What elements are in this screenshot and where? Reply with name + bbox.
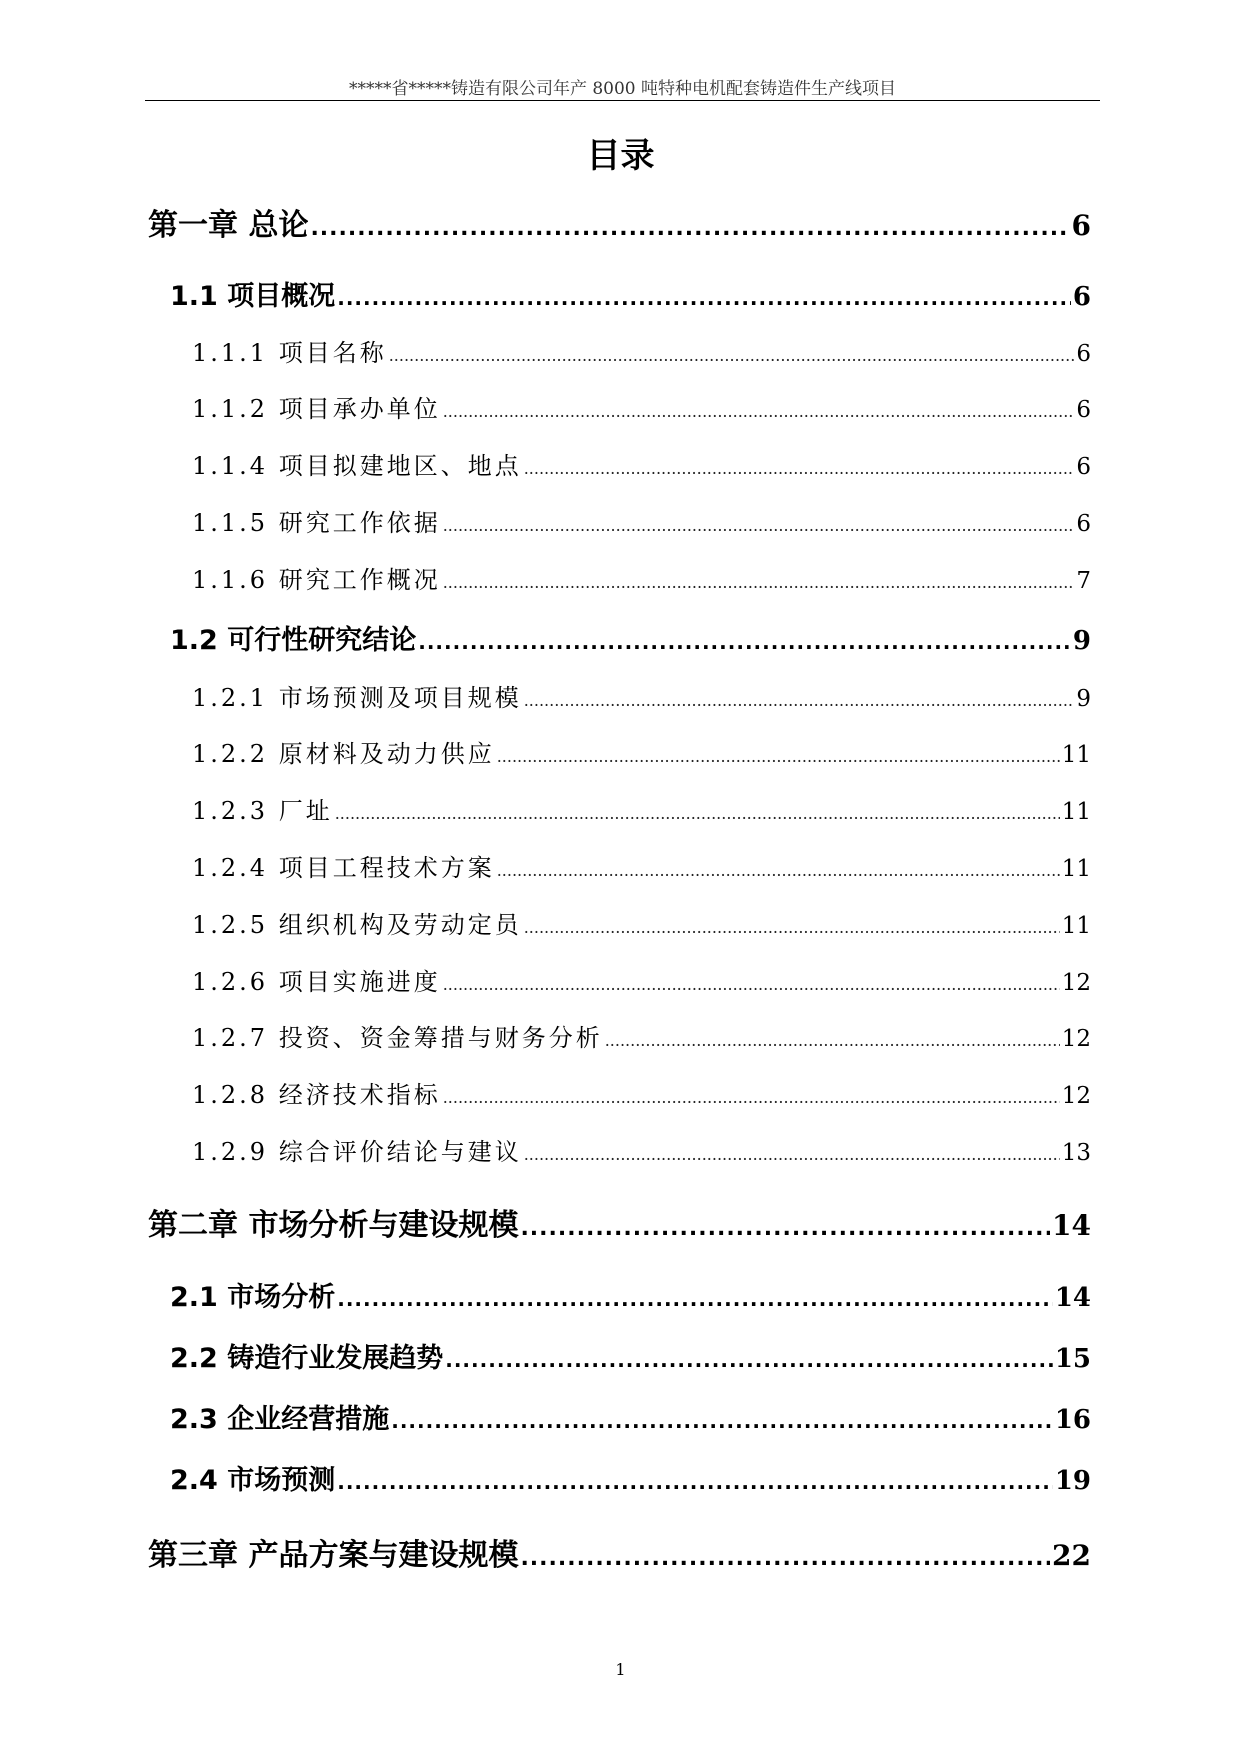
toc-entry-label: 1.1.4 项目拟建地区、地点 [192, 452, 522, 480]
toc-entry-subsection-1-2-2[interactable] [192, 734, 1091, 769]
toc-entry-chapter-2[interactable] [148, 1200, 1091, 1244]
dot-leader [443, 1088, 1060, 1107]
toc-entry-page: 12 [1061, 1026, 1091, 1052]
toc-entry-page: 11 [1061, 742, 1091, 768]
toc-entry-subsection-1-2-9[interactable] [192, 1132, 1091, 1167]
dot-leader [391, 1409, 1053, 1433]
toc-entry-section-2-1[interactable] [170, 1275, 1091, 1314]
dot-leader [524, 459, 1075, 478]
page-number: 1 [615, 1660, 626, 1679]
toc-entry-section-2-3[interactable] [170, 1397, 1091, 1436]
toc-entry-page: 6 [1071, 209, 1091, 242]
toc-entry-page: 7 [1076, 568, 1091, 594]
toc-entry-page: 6 [1072, 282, 1091, 312]
dot-leader [524, 1145, 1060, 1164]
dot-leader [497, 861, 1060, 880]
dot-leader [497, 747, 1060, 766]
toc-entry-subsection-1-2-1[interactable] [192, 678, 1091, 713]
toc-entry-label: 1.2.8 经济技术指标 [192, 1081, 441, 1109]
toc-entry-section-1-1[interactable] [170, 274, 1091, 313]
toc-entry-subsection-1-1-6[interactable] [192, 560, 1091, 595]
toc-entry-page: 11 [1061, 913, 1091, 939]
dot-leader [443, 516, 1075, 535]
toc-entry-label: 1.2.4 项目工程技术方案 [192, 854, 495, 882]
toc-entry-page: 22 [1052, 1539, 1091, 1572]
toc-entry-page: 6 [1076, 454, 1091, 480]
dot-leader [389, 346, 1075, 365]
dot-leader [443, 975, 1060, 994]
dot-leader [310, 216, 1069, 241]
toc-entry-section-2-4[interactable] [170, 1458, 1091, 1497]
toc-entry-section-1-2[interactable] [170, 618, 1091, 657]
dot-leader [520, 1546, 1050, 1571]
toc-entry-label: 1.2.3 厂址 [192, 797, 333, 825]
toc-entry-section-2-2[interactable] [170, 1336, 1091, 1375]
toc-entry-page: 12 [1061, 970, 1091, 996]
toc-entry-subsection-1-2-8[interactable] [192, 1075, 1091, 1110]
dot-leader [443, 573, 1075, 592]
toc-entry-subsection-1-2-7[interactable] [192, 1018, 1091, 1053]
toc-entry-subsection-1-2-5[interactable] [192, 905, 1091, 940]
toc-entry-label: 1.1.5 研究工作依据 [192, 509, 441, 537]
toc-entry-label: 1.2.5 组织机构及劳动定员 [192, 911, 522, 939]
toc-entry-page: 16 [1054, 1405, 1091, 1435]
toc-entry-page: 14 [1054, 1283, 1091, 1313]
toc-entry-subsection-1-2-6[interactable] [192, 962, 1091, 997]
toc-entry-page: 11 [1061, 799, 1091, 825]
dot-leader [443, 402, 1075, 421]
toc-entry-chapter-1[interactable] [148, 200, 1091, 244]
toc-entry-label: 1.2 可行性研究结论 [170, 625, 417, 656]
dot-leader [418, 630, 1071, 654]
dot-leader [445, 1348, 1053, 1372]
toc-entry-label: 2.4 市场预测 [170, 1465, 336, 1496]
running-header: *****省*****铸造有限公司年产 8000 吨特种电机配套铸造件生产线项目 [348, 79, 897, 99]
toc-entry-subsection-1-1-1[interactable] [192, 333, 1091, 368]
dot-leader [605, 1031, 1060, 1050]
dot-leader [337, 1470, 1053, 1494]
toc-entry-page: 6 [1076, 341, 1091, 367]
toc-entry-label: 2.2 铸造行业发展趋势 [170, 1343, 444, 1374]
toc-entry-label: 第三章 产品方案与建设规模 [148, 1538, 519, 1573]
dot-leader [335, 804, 1060, 823]
toc-entry-page: 9 [1076, 686, 1091, 712]
toc-title: 目录 [586, 136, 655, 176]
toc-entry-label: 1.1.1 项目名称 [192, 339, 387, 367]
dot-leader [524, 918, 1060, 937]
dot-leader [524, 691, 1075, 710]
toc-entry-page: 9 [1072, 626, 1091, 656]
toc-entry-page: 6 [1076, 511, 1091, 537]
toc-entry-label: 第二章 市场分析与建设规模 [148, 1208, 519, 1243]
toc-entry-subsection-1-1-4[interactable] [192, 446, 1091, 481]
dot-leader [337, 1287, 1053, 1311]
toc-entry-label: 第一章 总论 [148, 208, 309, 243]
toc-entry-page: 6 [1076, 397, 1091, 423]
toc-entry-subsection-1-1-5[interactable] [192, 503, 1091, 538]
toc-entry-label: 2.3 企业经营措施 [170, 1404, 390, 1435]
dot-leader [337, 286, 1071, 310]
toc-entry-label: 1.2.1 市场预测及项目规模 [192, 684, 522, 712]
toc-entry-label: 1.1 项目概况 [170, 281, 336, 312]
toc-entry-label: 2.1 市场分析 [170, 1282, 336, 1313]
toc-entry-subsection-1-2-3[interactable] [192, 791, 1091, 826]
toc-entry-page: 13 [1061, 1140, 1091, 1166]
toc-entry-label: 1.1.2 项目承办单位 [192, 395, 441, 423]
toc-entry-chapter-3[interactable] [148, 1530, 1091, 1574]
toc-entry-page: 11 [1061, 856, 1091, 882]
toc-entry-subsection-1-1-2[interactable] [192, 389, 1091, 424]
toc-entry-page: 14 [1052, 1209, 1091, 1242]
toc-entry-label: 1.2.2 原材料及动力供应 [192, 740, 495, 768]
toc-entry-subsection-1-2-4[interactable] [192, 848, 1091, 883]
toc-entry-page: 15 [1054, 1344, 1091, 1374]
toc-entry-label: 1.1.6 研究工作概况 [192, 566, 441, 594]
toc-entry-label: 1.2.7 投资、资金筹措与财务分析 [192, 1024, 603, 1052]
toc-entry-page: 19 [1054, 1466, 1091, 1496]
toc-entry-page: 12 [1061, 1083, 1091, 1109]
toc-entry-label: 1.2.6 项目实施进度 [192, 968, 441, 996]
toc-entry-label: 1.2.9 综合评价结论与建议 [192, 1138, 522, 1166]
dot-leader [520, 1216, 1050, 1241]
